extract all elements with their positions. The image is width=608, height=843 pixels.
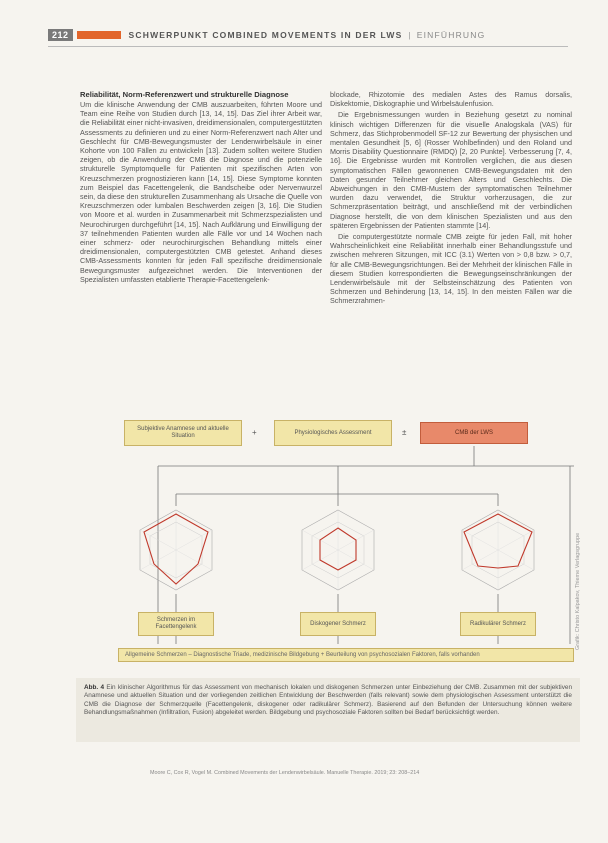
flow-box-history: Subjektive Anamnese und aktuelle Situation (124, 420, 242, 446)
diagnosis-box-radicular: Radikulärer Schmerz (460, 612, 536, 636)
diagnosis-box-discogenic: Diskogener Schmerz (300, 612, 376, 636)
figure-summary-bar: Allgemeine Schmerzen – Diagnostische Triade, medizinische Bildgebung + Beurteilung von psychosozialen Faktoren, falls vorhanden (118, 648, 574, 662)
right-column (330, 90, 572, 308)
page-number: 212 (48, 29, 73, 41)
header-rule (48, 46, 568, 47)
header-accent-bar (77, 31, 121, 39)
citation-footer: Moore C, Cox R, Vogel M. Combined Movements der Lendenwirbelsäule. Manuelle Therapie. 2019; 23: 208–214 (150, 770, 420, 776)
operator-plus-minus: ± (402, 428, 407, 437)
header-section: SCHWERPUNKT COMBINED MOVEMENTS IN DER LWS (128, 30, 403, 40)
header-separator: | (408, 30, 411, 40)
figure-caption (76, 678, 580, 742)
caption-label: Abb. 4 (84, 684, 105, 691)
paragraph: Um die klinische Anwendung der CMB auszuarbeiten, führten Moore und Team eine Reihe von Studien durch [13, 14, 15]. Das Ziel ihrer Arbeit war, die Reliabilität einer nicht-invasiven, dreidimensionalen, computergestützten Assessments zu definieren und zu einer Norm-Referenzwert nach Alter und Geschlecht für CMB-Bewegungsmuster der Lendenwirbelsäule in einer Kohorte von 100 Fällen zu entwickeln [13]. Zudem sollten weitere Studien zeigen, ob die Anwendung der CMB die Diagnose und die potenzielle strukturelle Symptomquelle für Patienten mit spezifischen Arten von Kreuzschmerzen prognostizieren kann [14, 15]. Diese Symptome konnten zum Beispiel das Facettengelenk, die Bandscheibe oder Nervenwurzel sein, da diese den strukturellen Zusammenhang als Ursache die Quelle von Kreuzschmerzen oder lumbalen Beschwerden zeigen [3, 16]. Die Studien von Moore et al. wurden in Zusammenarbeit mit Schmerzspezialisten und Neurochirurgen durchgeführt [14, 15]. Nach Aufklärung und Einwilligung der 37 teilnehmenden Patienten wurden alle Fälle vor und 14 Wochen nach einer schmerz- oder neurochirurgischen Behandlung mittels einer dreidimensionalen, computergestützten CMB getestet. Anhand dieses CMB-Assessments konnten für jeden Fall spezifische dreidimensionale Bewegungsmuster aufgezeichnet werden. Die Interventionen der Spezialisten umfassten etablierte Therapie-Facettengelenk- (80, 100, 322, 284)
diagnosis-box-facet: Schmerzen im Facettengelenk (138, 612, 214, 636)
running-header (48, 28, 568, 42)
caption-text: Ein klinischer Algorithmus für das Assessment von mechanisch lokalen und diskogenen Schmerzen unter Einbeziehung der CMB. Zusammen mit der subjektiven Anamnese und aktuellen Situation und der vorliegenden zeitlichen Entwicklung der Beschwerden (falls relevant) sowie dem physiologischen Assessment unterstützt die CMB die Diagnose der Schmerzquelle (Facettengelenk, diskogener oder radikulärer Schmerz). Basierend auf den Befunden der Untersuchung können weitere Behandlungsmaßnahmen (Infiltration, Fusion) abgeleitet werden. Bildgebung und psychosoziale Faktoren sollten bei Bedarf berücksichtigt werden. (84, 684, 572, 717)
hexagon-chart-radicular (462, 510, 534, 590)
operator-plus: + (252, 428, 257, 437)
hexagon-chart-discogenic (302, 510, 374, 590)
figure-algorithm (118, 418, 574, 678)
paragraph: blockade, Rhizotomie des medialen Astes des Ramus dorsalis, Diskektomie, Diskographie und Wirbelsäulenfusion. (330, 90, 572, 109)
section-heading: Reliabilität, Norm-Referenzwert und strukturelle Diagnose (80, 90, 289, 99)
image-credit (575, 470, 585, 650)
left-column (80, 90, 322, 286)
credit-text: Grafik: Christo Kalpakov, Thieme Verlagsgruppe (575, 532, 581, 650)
header-subsection: EINFÜHRUNG (416, 30, 486, 40)
paragraph: Die Ergebnismessungen wurden in Beziehung gesetzt zu nominal klinisch wichtigen Differenzen für die visuelle Analogskala (VAS) für Schmerz, das Stichprobenmodell SF-12 zur Bewertung der physischen und mentalen Gesundheit [5, 6] (Rosser Wohlbefinden) und den Roland und Morris Disability Questionnaire (RMDQ) [2, 20 Punkte]. Verbesserung [7, 4, 16]. Die Ergebnisse wurden mit Kontrollen verglichen, die aus diesen symptomatischen Fällen gewonnenen CMB-Bewegungsdaten mit den Daten gesunder Teilnehmer gleichen Alters und Geschlechts. Die Abweichungen in den CMB-Mustern der symptomatischen Teilnehmer wurden dazu verwendet, die Struktur vorherzusagen, die zur Schmerzpräsentation beiträgt, und anschließend mit der verbindlichen Diagnose herstellt, die von dem klinischen Spezialisten und aus den späteren Ergebnissen der Patienten stammte [14]. (330, 110, 572, 230)
flow-box-cmb: CMB der LWS (420, 422, 528, 444)
flow-box-physiological: Physiologisches Assessment (274, 420, 392, 446)
hexagon-chart-facet (140, 510, 212, 590)
paragraph: Die computergestützte normale CMB zeigte für jeden Fall, mit hoher Wahrscheinlichkeit eine Reliabilität innerhalb einer Behandlungsstufe und zwischen mehreren Sitzungen, mit ICC (3.1) Werten von > 0,8 bzw. > 0,7, für alle CMB-Bewegungsrichtungen. Bei der Mehrheit der klinischen Fälle in diesem Studien korrespondierten die Bewegungseinschränkungen der Lendenwirbelsäule mit der Selbsteinschätzung des Patienten von Schmerzen und Behinderung [13, 14, 15]. In den meisten Fällen war die Schmerzrahmen- (330, 232, 572, 306)
